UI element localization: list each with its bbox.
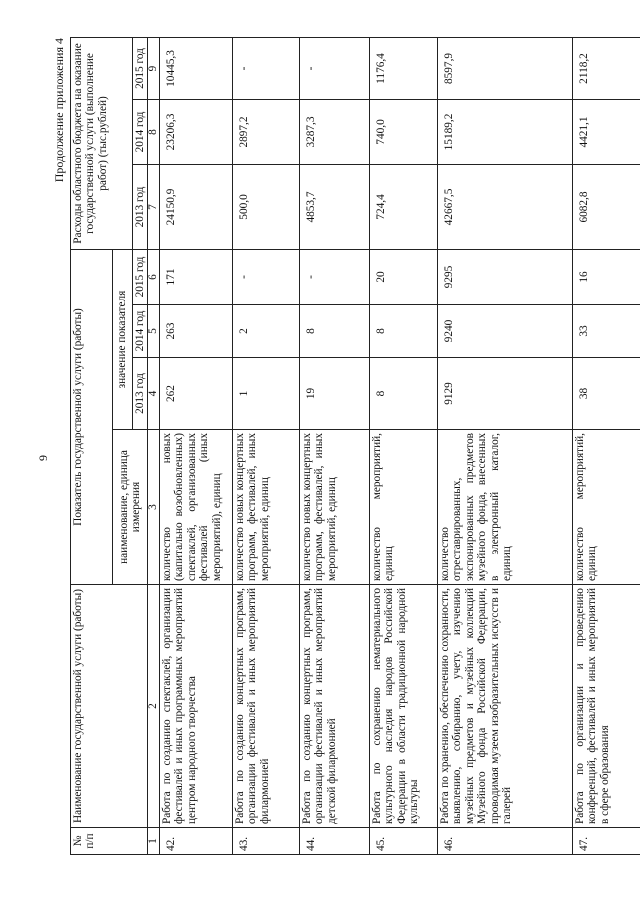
expense-2014: 740,0 [370, 99, 438, 164]
value-2015: 9295 [438, 249, 573, 304]
table-row [233, 37, 300, 854]
header-indicator: Показатель государственной услуги (работы) [71, 249, 113, 584]
expense-2015: 10445,3 [160, 37, 233, 99]
value-2014: 8 [300, 305, 370, 358]
value-2015: - [233, 249, 300, 304]
column-index: 4 [148, 358, 160, 430]
expense-2014: 23206,3 [160, 99, 233, 164]
column-index: 8 [148, 99, 160, 164]
column-index: 9 [148, 37, 160, 99]
column-index: 2 [148, 585, 160, 828]
row-number: 46. [438, 828, 573, 855]
expense-2013: 500,0 [233, 164, 300, 249]
expense-2015: 1176,4 [370, 37, 438, 99]
row-number: 42. [160, 828, 233, 855]
value-2015: 20 [370, 249, 438, 304]
value-2014: 8 [370, 305, 438, 358]
value-2014: 2 [233, 305, 300, 358]
value-2013: 19 [300, 358, 370, 430]
value-2013: 1 [233, 358, 300, 430]
table-row [370, 37, 438, 854]
row-number: 47. [573, 828, 640, 855]
service-name: Работа по хранению, обеспечению сохранности, выявлению, собиранию, учету, изучению музейных предметов и музейных коллекций Музейного фонда Российской Федерации, проводимая музеем изобразительных искусств и галерей [438, 585, 573, 828]
row-number: 44. [300, 828, 370, 855]
column-index: 6 [148, 249, 160, 304]
header-indicator-value: значение показателя [113, 249, 133, 429]
header-year: 2014 год [133, 99, 148, 164]
appendix-continuation: Продолжение приложения 4 [52, 38, 66, 183]
indicator-name: количество новых концертных программ, фестивалей, иных мероприятий, единиц [233, 430, 300, 585]
value-2015: 171 [160, 249, 233, 304]
header-year: 2015 год [133, 37, 148, 99]
indicator-name: количество мероприятий, единиц [370, 430, 438, 585]
value-2013: 262 [160, 358, 233, 430]
row-number: 43. [233, 828, 300, 855]
column-index: 1 [148, 828, 160, 855]
service-name: Работа по организации и проведению конференций, фестивалей и иных мероприятий в сфере образования [573, 585, 640, 828]
header-year: 2015 год [133, 249, 148, 304]
expense-2013: 724,4 [370, 164, 438, 249]
expense-2014: 2897,2 [233, 99, 300, 164]
expense-2013: 4853,7 [300, 164, 370, 249]
value-2013: 38 [573, 358, 640, 430]
service-name: Работа по сохранению нематериального культурного наследия народов Российской Федерации в области традиционной народной культуры [370, 585, 438, 828]
expense-2013: 6082,8 [573, 164, 640, 249]
value-2013: 8 [370, 358, 438, 430]
header-expenses: Расходы областного бюджета на оказание государственной услуги (выполнение работ) (тыс.рублей) [71, 37, 133, 249]
value-2015: - [300, 249, 370, 304]
service-name: Работа по созданию концертных программ, организации фестивалей и иных мероприятий филармонией [233, 585, 300, 828]
value-2013: 9129 [438, 358, 573, 430]
expense-2014: 3287,3 [300, 99, 370, 164]
expense-2014: 4421,1 [573, 99, 640, 164]
table-row [160, 37, 233, 854]
column-index: 5 [148, 305, 160, 358]
header-year: 2013 год [133, 164, 148, 249]
service-name: Работа по созданию спектаклей, организации фестивалей и иных программных мероприятий центром народного творчества [160, 585, 233, 828]
value-2014: 9240 [438, 305, 573, 358]
header-no: № п/п [71, 828, 148, 855]
column-index: 7 [148, 164, 160, 249]
row-number: 45. [370, 828, 438, 855]
value-2015: 16 [573, 249, 640, 304]
table-row [438, 37, 573, 854]
header-year: 2014 год [133, 305, 148, 358]
indicator-name: количество новых (капитально возобновленных) спектаклей, организованных фестивалей (иных мероприятий), единиц [160, 430, 233, 585]
service-name: Работа по созданию концертных программ, организации фестивалей и иных мероприятий детской филармонией [300, 585, 370, 828]
header-service-name: Наименование государственной услуги (работы) [71, 585, 148, 828]
services-table [70, 37, 640, 855]
value-2014: 33 [573, 305, 640, 358]
column-index: 3 [148, 430, 160, 585]
value-2014: 263 [160, 305, 233, 358]
page-number: 9 [36, 455, 50, 461]
indicator-name: количество мероприятий, единиц [573, 430, 640, 585]
header-year: 2013 год [133, 358, 148, 430]
expense-2015: 2118,2 [573, 37, 640, 99]
table-row [573, 37, 640, 854]
expense-2015: - [233, 37, 300, 99]
expense-2013: 42667,5 [438, 164, 573, 249]
indicator-name: количество новых концертных программ, фестивалей, иных мероприятий, единиц [300, 430, 370, 585]
indicator-name: количество отреставрированных, экспонированных предметов музейного фонда, внесенных в электронный каталог, единиц [438, 430, 573, 585]
expense-2015: - [300, 37, 370, 99]
table-row [300, 37, 370, 854]
expense-2013: 24150,9 [160, 164, 233, 249]
expense-2014: 15189,2 [438, 99, 573, 164]
header-indicator-name: наименование, единица измерения [113, 430, 148, 585]
expense-2015: 8597,9 [438, 37, 573, 99]
